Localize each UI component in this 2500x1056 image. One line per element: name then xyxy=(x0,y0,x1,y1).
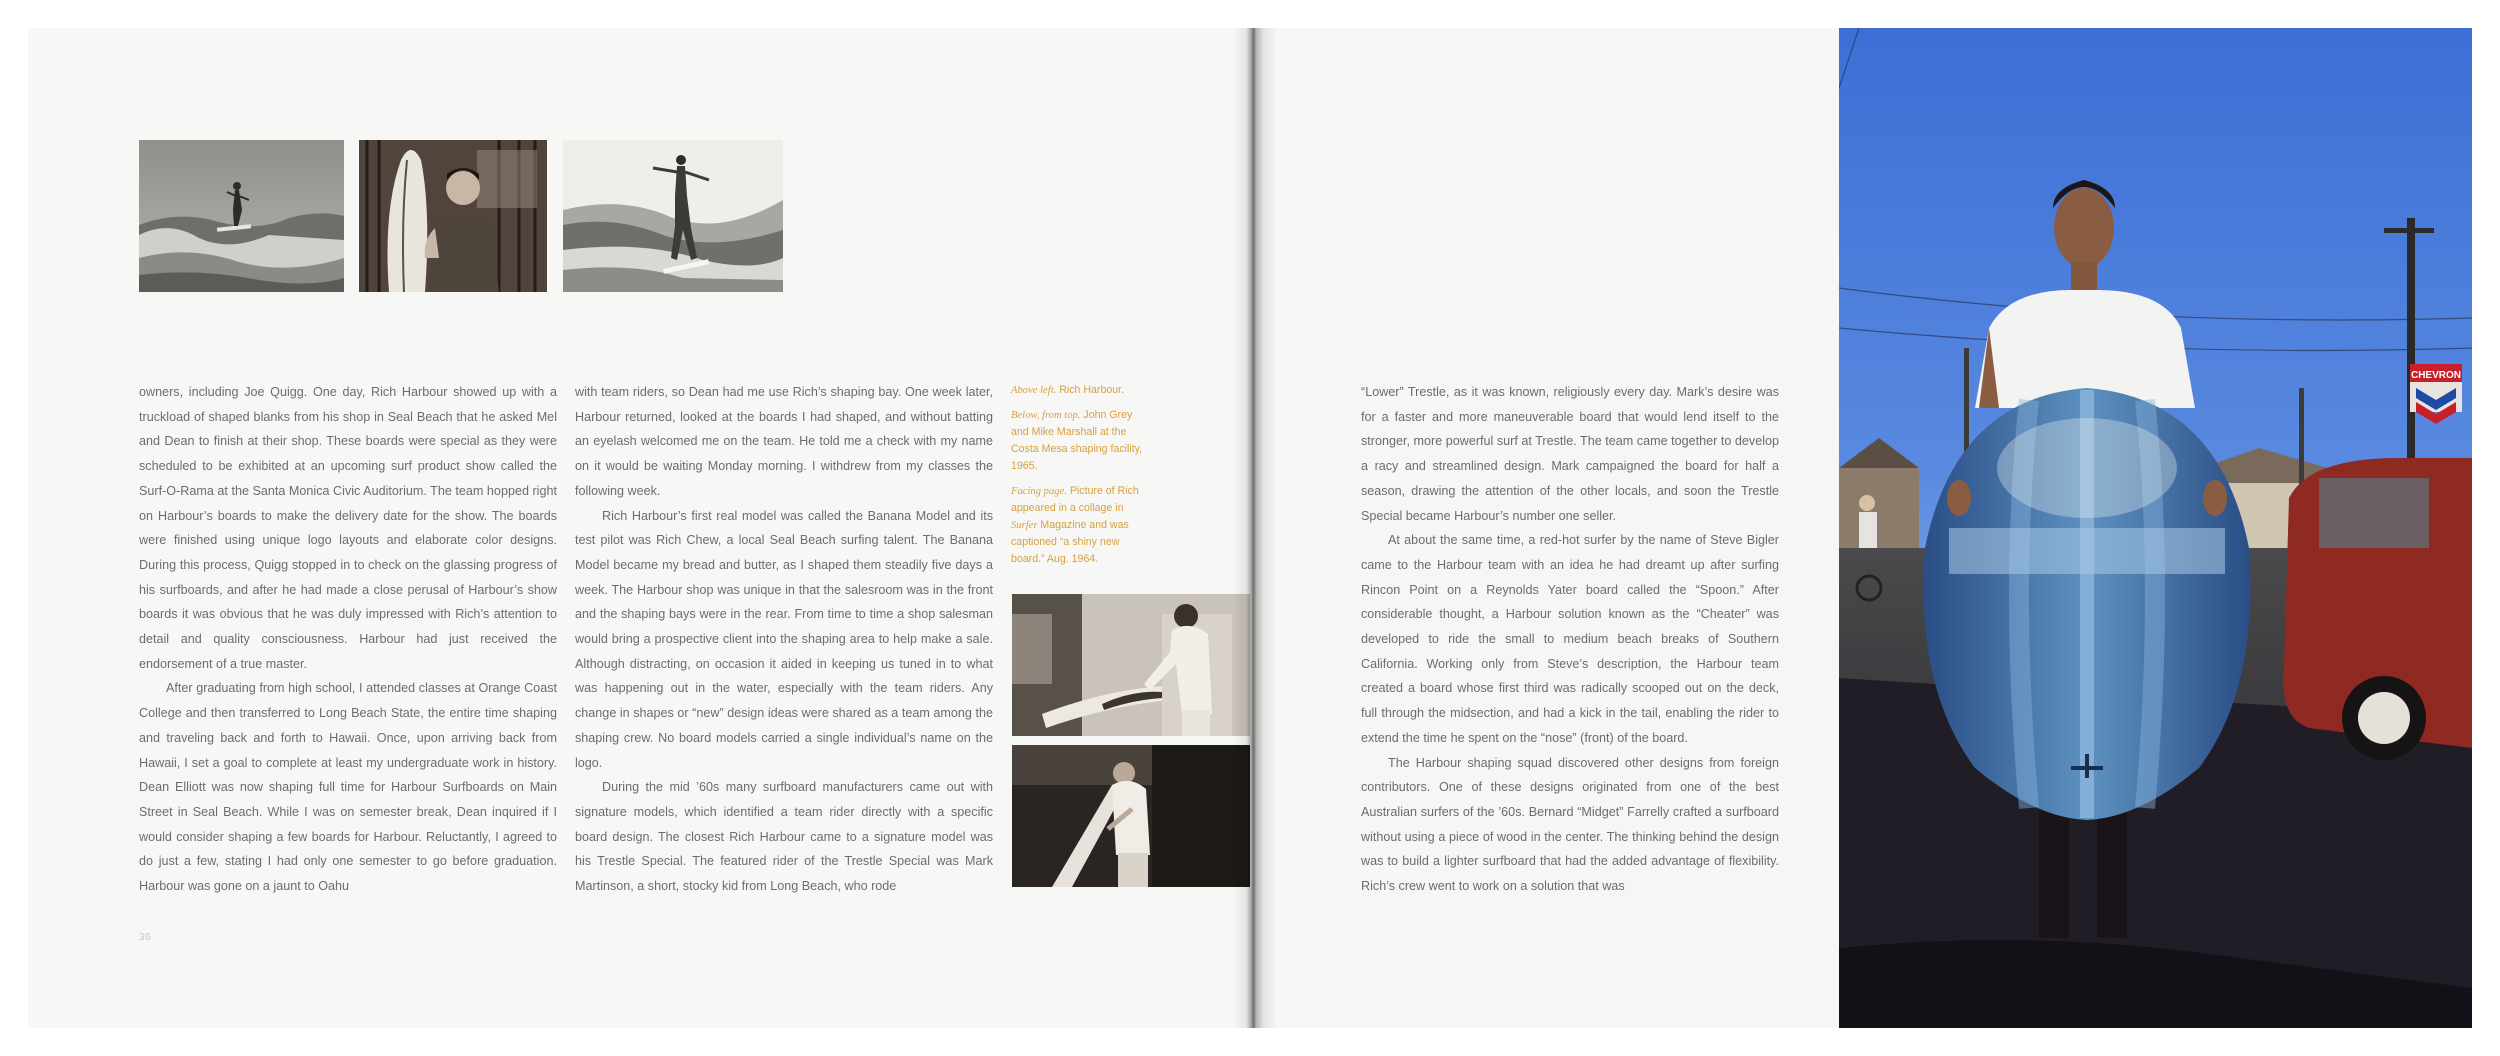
paragraph: owners, including Joe Quigg. One day, Rich Harbour showed up with a truckload of shaped blanks from his shop in Seal Beach that he asked Mel and Dean to finish at their shop. These boards were special as they were scheduled to be exhibited at an upcoming surf product show called the Surf-O-Rama at the Santa Monica Civic Auditorium. The team hopped right on Harbour’s boards to make the delivery date for the show. The boards were finished using unique logo layouts and elaborate color designs. During this process, Quigg stopped in to check on the glassing progress of his surfboards, and after he had made a close perusal of Harbour’s show boards it was obvious that he was duly impressed with Rich’s attention to detail and quality consciousness. Harbour had just received the endorsement of a true master. xyxy=(139,385,557,671)
photo-captions xyxy=(1011,382,1143,576)
caption-above-left: Above left. Rich Harbour. xyxy=(1011,384,1125,396)
paragraph: At about the same time, a red-hot surfer by the name of Steve Bigler came to the Harbour team with an idea he had dreamt up after surfing Rincon Point on a Reynolds Yater board called the “Spoon.” After considerable thought, a Harbour solution known as the “Cheater” was developed to ride the small to medium beach breaks of Southern California. Working only from Steve’s description, the Harbour team created a board whose first third was radically scooped out on the deck, full through the midsection, and had a kick in the tail, enabling the rider to extend the time he spent on the “nose” (front) of the board. xyxy=(1361,533,1779,745)
page-number: 36 xyxy=(139,932,152,943)
photo-shaper-mike-marshall xyxy=(1012,745,1250,887)
photo-surfer-riding-wave xyxy=(139,140,344,292)
paragraph: Rich Harbour’s first real model was called the Banana Model and its test pilot was Rich Chew, a local Seal Beach surfing talent. The Banana Model became my bread and butter, as I shaped them steadily five days a week. The Harbour shop was unique in that the salesroom was in the front and the shaping bays were in the rear. From time to time a shop salesman would bring a prospective client into the shaping area to help make a sale. Although distracting, on occasion it aided in keeping us tuned in to what was happening out in the water, especially with the team riders. Any change in shapes or “new” design ideas were shared as a team among the shaping crew. No board models carried a single individual’s name on the logo. xyxy=(575,508,993,770)
caption-below-from-top: Below, from top. John Grey and Mike Marshall at the Costa Mesa shaping facility, 1965. xyxy=(1011,409,1143,472)
text-column-right xyxy=(1361,380,1779,899)
book-spread xyxy=(28,28,2472,1028)
paragraph: The Harbour shaping squad discovered other designs from foreign contributors. One of these designs originated from one of the best Australian surfers of the ’60s. Bernard “Midget” Farrelly crafted a surfboard without using a piece of wood in the center. The thinking behind the design was to build a lighter surfboard that had the added advantage of flexibility. Rich’s crew went to work on a solution that was xyxy=(1361,755,1779,894)
photo-surfer-standing-on-board xyxy=(563,140,783,292)
right-page xyxy=(1250,28,2472,1028)
text-column-2 xyxy=(575,380,993,899)
photo-shaping-room-john-grey xyxy=(1012,594,1250,736)
left-page xyxy=(28,28,1250,1028)
paragraph: After graduating from high school, I attended classes at Orange Coast College and then transferred to Long Beach State, the entire time shaping and traveling back and forth to Hawaii. Once, upon arriving back from Hawaii, I set a goal to complete at least my undergraduate work in history. Dean Elliott was now shaping full time for Harbour Surfboards on Main Street in Seal Beach. While I was on semester break, Dean inquired if I would consider shaping a few boards for Harbour. Reluctantly, I agreed to do just a few, stating I had only one semester to go before graduation. Harbour was gone on a jaunt to Oahu xyxy=(139,681,557,894)
text-column-1 xyxy=(139,380,557,899)
caption-facing-page: Facing page. Picture of Rich appeared in a collage in Surfer Magazine and was captioned “a shiny new board.” Aug. 1964. xyxy=(1011,485,1139,565)
paragraph: During the mid ’60s many surfboard manufacturers came out with signature models, which identified a team rider directly with a specific board design. The closest Rich Harbour came to a signature model was his Trestle Special. The featured rider of the Trestle Special was Mark Martinson, a short, stocky kid from Long Beach, who rode xyxy=(575,780,993,894)
photo-rich-harbour-holding-surfboard xyxy=(1839,28,2472,1028)
chevron-sign-text: CHEVRON xyxy=(2410,370,2462,381)
photo-rich-harbour-with-board xyxy=(359,140,547,292)
paragraph: with team riders, so Dean had me use Rich’s shaping bay. One week later, Harbour returned, looked at the boards I had shaped, and without batting an eyelash welcomed me on the team. He told me a check with my name on it would be waiting Monday morning. I withdrew from my classes the following week. xyxy=(575,385,993,498)
paragraph: “Lower” Trestle, as it was known, religiously every day. Mark’s desire was for a faster and more maneuverable board that would lend itself to the stronger, more powerful surf at Trestle. The team came together to develop a racy and streamlined design. Mark campaigned the board for half a season, drawing the attention of the other locals, and soon the Trestle Special became Harbour’s number one seller. xyxy=(1361,385,1779,523)
